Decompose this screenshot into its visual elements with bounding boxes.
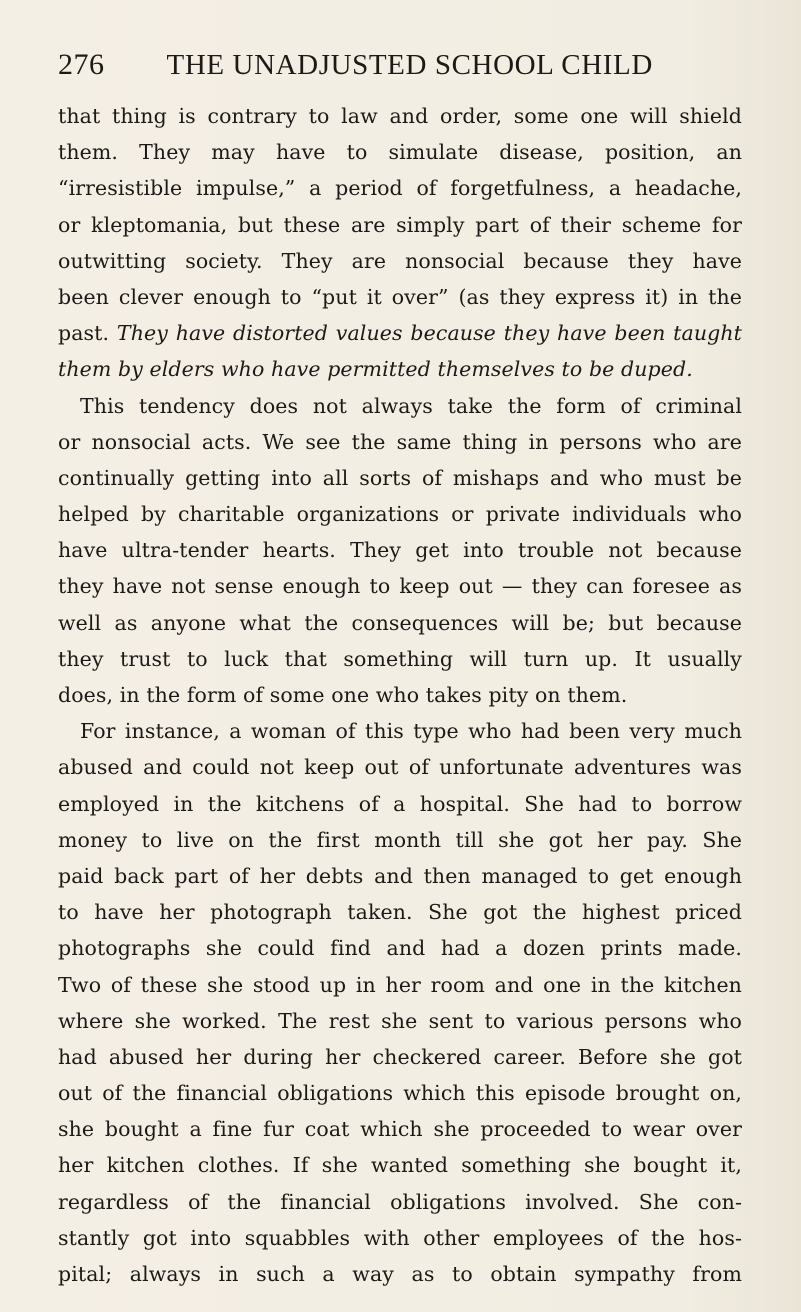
line-text: her kitchen clothes. If she wanted something she bought it, (58, 1153, 742, 1178)
text-line (58, 1147, 742, 1183)
text-line (58, 460, 742, 496)
text-line (58, 786, 742, 822)
line-text: to have her photograph taken. She got the highest priced (58, 900, 742, 925)
text-line (58, 858, 742, 894)
text-line (58, 1075, 742, 1111)
text-line (58, 894, 742, 930)
line-text: they have not sense enough to keep out — they can foresee as (58, 574, 742, 599)
text-line (58, 351, 742, 387)
text-line (58, 1111, 742, 1147)
line-text: Two of these she stood up in her room and one in the kitchen (58, 972, 742, 997)
text-line (58, 822, 742, 858)
line-text: helped by charitable organizations or private individuals who (58, 502, 742, 527)
text-line (58, 749, 742, 785)
text-line (58, 1003, 742, 1039)
text-line (58, 568, 742, 604)
running-title: THE UNADJUSTED SCHOOL CHILD (166, 49, 653, 81)
line-text: she bought a fine fur coat which she proceeded to wear over (58, 1117, 742, 1142)
line-text: they trust to luck that something will turn up. It usually (58, 646, 742, 671)
text-line (58, 1220, 742, 1256)
text-line (58, 713, 742, 749)
line-text: does, in the form of some one who takes pity on them. (58, 683, 628, 707)
line-text: employed in the kitchens of a hospital. She had to borrow (58, 791, 742, 816)
line-text: stantly got into squabbles with other employees of the hos- (58, 1225, 742, 1250)
text-line (58, 243, 742, 279)
line-text: out of the financial obligations which this episode brought on, (58, 1081, 742, 1106)
text-line (58, 315, 742, 351)
text-line (58, 967, 742, 1003)
line-text: continually getting into all sorts of mishaps and who must be (58, 465, 742, 490)
line-text: money to live on the first month till she got her pay. She (58, 827, 742, 852)
text-line (58, 532, 742, 568)
body-text (58, 98, 742, 1292)
text-line (58, 279, 742, 315)
line-text: “irresistible impulse,” a period of forgetfulness, a headache, (58, 176, 742, 201)
line-text: abused and could not keep out of unfortunate adventures was (58, 755, 742, 780)
line-text: had abused her during her checkered career. Before she got (58, 1044, 742, 1069)
text-line (58, 605, 742, 641)
line-text: regardless of the financial obligations involved. She con- (58, 1189, 742, 1214)
text-line (58, 1039, 742, 1075)
line-text: This tendency does not always take the form of criminal (80, 393, 742, 418)
line-text: paid back part of her debts and then managed to get enough (58, 863, 742, 888)
text-line (58, 207, 742, 243)
line-text: outwitting society. They are nonsocial because they have (58, 248, 742, 273)
line-text: where she worked. The rest she sent to various persons who (58, 1008, 742, 1033)
running-head (58, 48, 738, 88)
text-line (58, 388, 742, 424)
text-line (58, 424, 742, 460)
line-text: pital; always in such a way as to obtain sympathy from (58, 1262, 742, 1286)
text-line (58, 134, 742, 170)
line-text: well as anyone what the consequences will be; but because (58, 610, 742, 635)
page-number: 276 (58, 48, 105, 81)
line-text: For instance, a woman of this type who had been very much (80, 719, 742, 744)
text-line (58, 641, 742, 677)
line-text: been clever enough to “put it over” (as they express it) in the (58, 284, 742, 309)
line-text: or nonsocial acts. We see the same thing in persons who are (58, 429, 742, 454)
text-line (58, 1256, 742, 1292)
line-text: have ultra-tender hearts. They get into trouble not because (58, 538, 742, 563)
text-line (58, 1184, 742, 1220)
line-text: them by elders who have permitted themselves to be duped. (58, 357, 693, 382)
text-line (58, 496, 742, 532)
text-line (58, 677, 742, 713)
text-line (58, 98, 742, 134)
line-text: that thing is contrary to law and order, some one will shield (58, 104, 742, 128)
line-text: them. They may have to simulate disease, position, an (58, 140, 742, 165)
line-text: or kleptomania, but these are simply part of their scheme for (58, 212, 742, 237)
text-line (58, 170, 742, 206)
line-text: past. (58, 321, 117, 346)
line-italic-text: They have distorted values because they have been taught (116, 321, 742, 346)
text-line (58, 930, 742, 966)
line-text: photographs she could find and had a dozen prints made. (58, 936, 742, 961)
